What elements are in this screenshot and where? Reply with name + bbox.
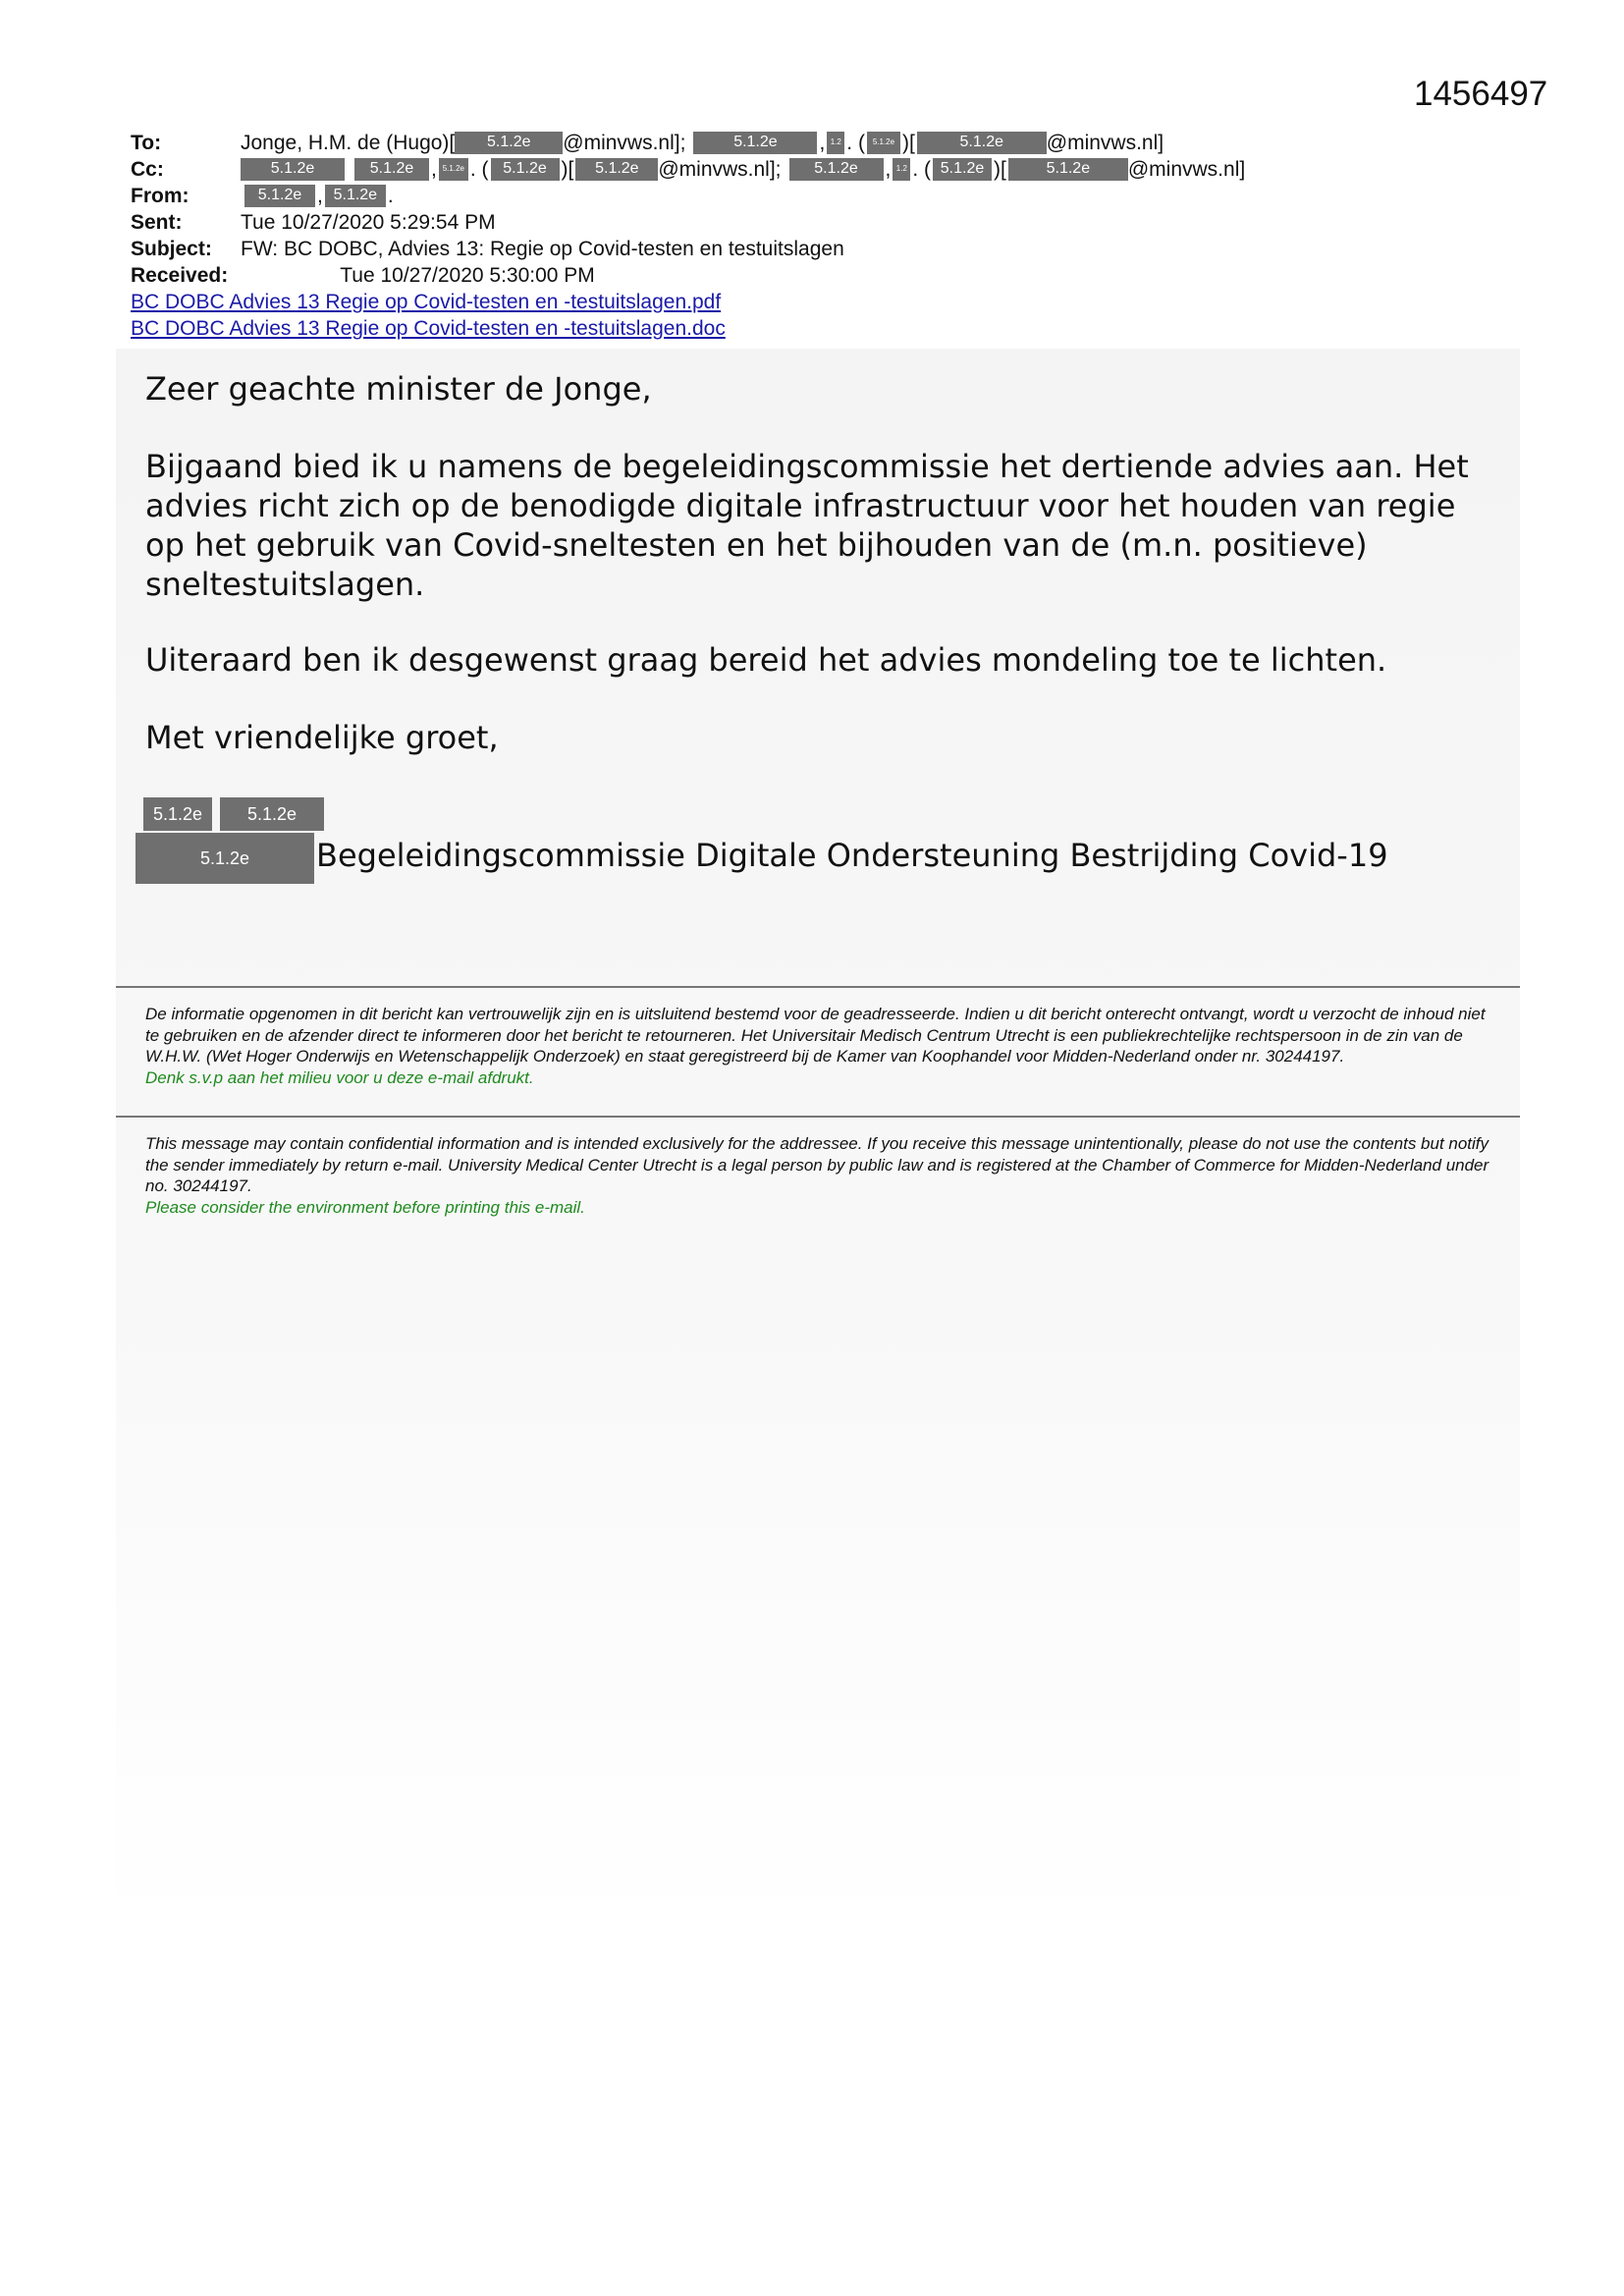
redaction-block: 5.1.2e	[325, 185, 386, 207]
cc-row: Cc: 5.1.2e 5.1.2e , 5.1.2e . ( 5.1.2e )[ 5.1.2e @minvws.nl]; 5.1.2e , 1.2 . ( 5.1.2e )[ 5.1.2e @minvws.nl]	[131, 158, 1246, 181]
sent-value: Tue 10/27/2020 5:29:54 PM	[241, 211, 496, 234]
cc-domain: @minvws.nl];	[658, 158, 782, 181]
from-row: From: 5.1.2e , 5.1.2e .	[131, 185, 394, 207]
attachment-link-doc[interactable]: BC DOBC Advies 13 Regie op Covid-testen en -testuitslagen.doc	[131, 317, 726, 340]
redaction-block: 5.1.2e	[1008, 158, 1128, 181]
redaction-block: 5.1.2e	[867, 132, 900, 154]
to-name: Jonge, H.M. de (Hugo)[	[241, 132, 456, 154]
subject-row	[131, 236, 1525, 262]
received-value: Tue 10/27/2020 5:30:00 PM	[340, 264, 595, 287]
disclaimer-nl-env: Denk s.v.p aan het milieu voor u deze e-mail afdrukt.	[145, 1067, 534, 1087]
subject-value: FW: BC DOBC, Advies 13: Regie op Covid-testen en testuitslagen	[241, 238, 844, 260]
sent-label: Sent:	[131, 211, 183, 234]
divider	[116, 986, 1520, 988]
subject-label: Subject:	[131, 238, 212, 260]
closing: Met vriendelijke groet,	[145, 719, 499, 756]
message-paragraph: Bijgaand bied ik u namens de begeleidingscommissie het dertiende advies aan. Het advies richt zich op de benodigde digitale infrastructuur voor het houden van regie op het gebruik van Covid-sneltesten en het bijhouden van de (m.n. positieve) sneltestuitslagen.	[145, 448, 1469, 603]
redaction-block: 5.1.2e	[917, 132, 1047, 154]
signature-redaction: 5.1.2e	[143, 797, 212, 831]
received-label: Received:	[131, 264, 229, 287]
redaction-block: 5.1.2e	[693, 132, 817, 154]
disclaimer-en	[145, 1133, 1490, 1218]
divider	[116, 1116, 1520, 1118]
signature-redaction: 5.1.2e	[135, 833, 314, 884]
to-domain: @minvws.nl];	[563, 132, 686, 154]
redaction-block: 5.1.2e	[933, 158, 992, 181]
redaction-block: 5.1.2e	[241, 158, 345, 181]
redaction-block: 5.1.2e	[455, 132, 563, 154]
redaction-block: 5.1.2e	[491, 158, 560, 181]
attachment-link-pdf[interactable]: BC DOBC Advies 13 Regie op Covid-testen en -testuitslagen.pdf	[131, 291, 722, 313]
disclaimer-nl	[145, 1004, 1490, 1088]
to-label: To:	[131, 132, 162, 154]
to-row: To: Jonge, H.M. de (Hugo)[ 5.1.2e @minvws.nl]; 5.1.2e , 1.2 . ( 5.1.2e )[ 5.1.2e @minvws.nl]	[131, 132, 1164, 154]
redaction-block: 5.1.2e	[354, 158, 429, 181]
email-header	[131, 130, 1525, 342]
redaction-block: 1.2	[827, 132, 844, 154]
received-row	[131, 262, 1525, 289]
document-id: 1456497	[1414, 75, 1548, 113]
redaction-block: 1.2	[893, 158, 910, 181]
disclaimer-en-env: Please consider the environment before printing this e-mail.	[145, 1197, 585, 1217]
disclaimer-nl-text: De informatie opgenomen in dit bericht kan vertrouwelijk zijn en is uitsluitend bestemd voor de geadresseerde. Indien u dit bericht onterecht ontvangt, wordt u verzocht de inhoud niet te gebruiken en de afzender direct te informeren door het bericht te retourneren. Het Universitair Medisch Centrum Utrecht is een publiekrechtelijke rechtspersoon in de zin van de W.H.W. (Wet Hoger Onderwijs en Wetenschappelijk Onderzoek) en staat geregistreerd bij de Kamer van Koophandel voor Midden-Nederland onder nr. 30244197.	[145, 1005, 1486, 1066]
cc-domain: @minvws.nl]	[1127, 158, 1246, 181]
from-label: From:	[131, 185, 189, 207]
signature-redaction: 5.1.2e	[220, 797, 324, 831]
greeting: Zeer geachte minister de Jonge,	[145, 370, 652, 408]
disclaimer-en-text: This message may contain confidential information and is intended exclusively for the addressee. If you receive this message unintentionally, please do not use the contents but notify the sender immediately by return e-mail. University Medical Center Utrecht is a legal person by public law and is registered at the Chamber of Commerce for Midden-Nederland under no. 30244197.	[145, 1134, 1489, 1195]
redaction-block: 5.1.2e	[244, 185, 315, 207]
sent-row	[131, 209, 1525, 236]
message-paragraph: Uiteraard ben ik desgewenst graag bereid het advies mondeling toe te lichten.	[145, 641, 1387, 679]
to-domain: @minvws.nl]	[1046, 132, 1164, 154]
redaction-block: 5.1.2e	[439, 158, 468, 181]
redaction-block: 5.1.2e	[789, 158, 884, 181]
redaction-block: 5.1.2e	[575, 158, 658, 181]
signature-org: Begeleidingscommissie Digitale Ondersteuning Bestrijding Covid-19	[316, 837, 1388, 874]
cc-label: Cc:	[131, 158, 164, 181]
